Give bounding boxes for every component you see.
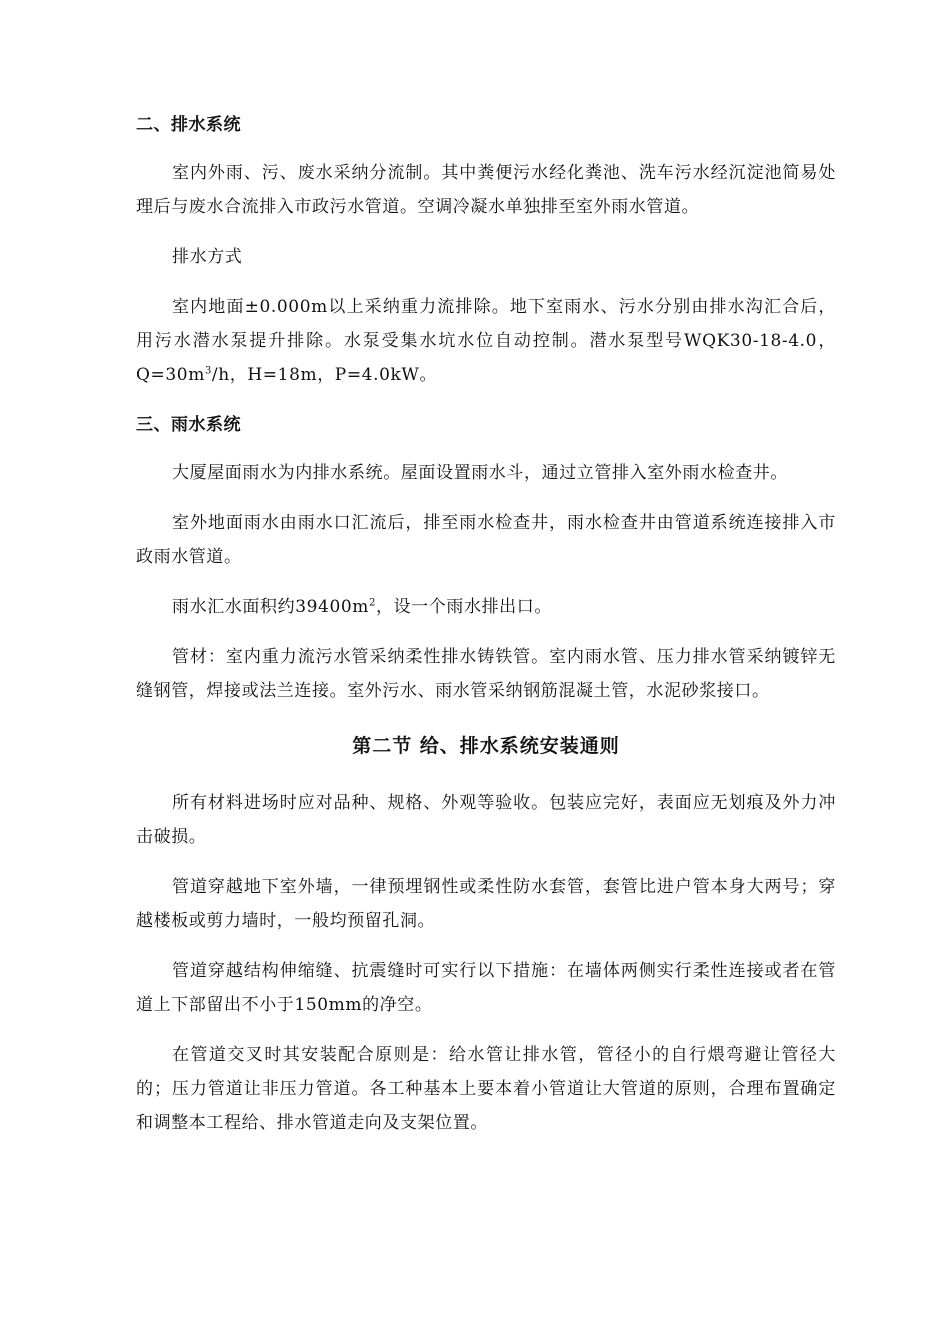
paragraph-catchment-area (136, 590, 836, 624)
paragraph-ground-rainwater: 室外地面雨水由雨水口汇流后，排至雨水检查井，雨水检查井由管道系统连接排入市政雨水管道。 (136, 513, 836, 567)
superscript: 3 (204, 365, 212, 377)
paragraph-wall-penetration: 管道穿越地下室外墙，一律预埋钢性或柔性防水套管，套管比进户管本身大两号；穿越楼板或剪力墙时，一般均预留孔洞。 (136, 877, 836, 931)
paragraph-expansion-joint: 管道穿越结构伸缩缝、抗震缝时可实行以下措施：在墙体两侧实行柔性连接或者在管道上下部留出不小于150mm的净空。 (136, 961, 836, 1015)
heading-rainwater-system: 三、雨水系统 (136, 415, 241, 435)
paragraph-pipe-materials: 管材：室内重力流污水管采纳柔性排水铸铁管。室内雨水管、压力排水管采纳镀锌无缝钢管，焊接或法兰连接。室外污水、雨水管采纳钢筋混凝土管，水泥砂浆接口。 (136, 647, 836, 701)
heading-drainage-system: 二、排水系统 (136, 115, 241, 135)
drainage-method-tail: /h，H=18m，P=4.0kW。 (211, 365, 438, 385)
paragraph-material-inspection: 所有材料进场时应对品种、规格、外观等验收。包装应完好，表面应无划痕及外力冲击破损。 (136, 793, 836, 847)
superscript: 2 (369, 597, 376, 609)
drainage-method-text: 室内地面±0.000m以上采纳重力流排除。地下室雨水、污水分别由排水沟汇合后，用污水潜水泵提升排除。水泵受集水坑水位自动控制。潜水泵型号WQK30-18-4.0，Q=30m (136, 297, 836, 385)
catchment-tail: ，设一个雨水排出口。 (375, 597, 552, 617)
paragraph-drainage-overview: 室内外雨、污、废水采纳分流制。其中粪便污水经化粪池、洗车污水经沉淀池简易处理后与废水合流排入市政污水管道。空调冷凝水单独排至室外雨水管道。 (136, 163, 836, 217)
catchment-text: 雨水汇水面积约39400m (172, 597, 369, 617)
section-title: 第二节 给、排水系统安装通则 (352, 735, 620, 757)
paragraph-drainage-method-label: 排水方式 (172, 247, 243, 267)
paragraph-roof-rainwater: 大厦屋面雨水为内排水系统。屋面设置雨水斗，通过立管排入室外雨水检查井。 (172, 463, 788, 483)
paragraph-pipe-crossing: 在管道交叉时其安装配合原则是：给水管让排水管，管径小的自行煨弯避让管径大的；压力管道让非压力管道。各工种基本上要本着小管道让大管道的原则，合理布置确定和调整本工程给、排水管道走向及支架位置。 (136, 1045, 836, 1133)
paragraph-drainage-method (136, 290, 836, 392)
document-body (136, 108, 836, 1156)
